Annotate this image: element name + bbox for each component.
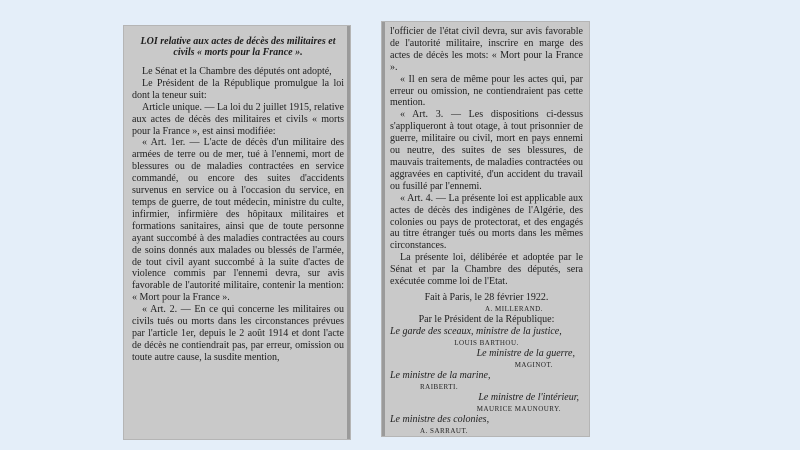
- continuation-paragraph: l'officier de l'état civil devra, sur avis favorable de l'autorité militaire, inscrire en marge des actes de décès les mots: « Mort pour la France ».: [390, 26, 583, 73]
- interior-minister-title: Le ministre de l'intérieur,: [478, 391, 579, 403]
- article-1-paragraph: « Art. 1er. — L'acte de décès d'un militaire des armées de terre ou de mer, tué à l'ennemi, mort de blessures ou de maladies contractées en service commandé, ou encore des suites d'accidents survenus en service ou à l'occasion du service, en temps de guerre, de tout médecin, ministre du culte, infirmier, infirmière des hôpitaux militaires et formations sanitaires, ainsi que de toute personne ayant succombé à des maladies contractées au cours de soins donnés aux malades ou blessés de l'armée, de tout civil ayant succombé à la suite d'actes de violence commis par l'ennemi devra, sur avis favorable de l'autorité militaire, contenir la mention: « Mort pour la France ».: [132, 137, 344, 304]
- article-2-paragraph: « Art. 2. — En ce qui concerne les militaires ou civils tués ou morts dans les circonstances prévues par l'article 1er, depuis le 2 août 1914 et dont l'acte de décès ne contiendrait pas, par erreur, omission ou toute autre cause, la susdite mention,: [132, 304, 344, 363]
- law-title: LOI relative aux actes de décès des militaires et civils « morts pour la France ».: [140, 36, 336, 58]
- navy-minister-name: RAIBERTI.: [420, 382, 459, 391]
- article-unique-paragraph: Article unique. — La loi du 2 juillet 1915, relative aux actes de décès des militaires et civils « morts pour la France », est ainsi modifiée:: [132, 101, 344, 137]
- president-signature: A. MILLERAND.: [484, 304, 543, 313]
- same-applies-paragraph: « Il en sera de même pour les actes qui, par erreur ou omission, ne contiendraient pas cette mention.: [390, 73, 583, 109]
- senate-paragraph: Le Sénat et la Chambre des députés ont adopté,: [142, 66, 332, 77]
- colonies-minister-name: A. SARRAUT.: [420, 426, 468, 435]
- navy-minister-title: Le ministre de la marine,: [390, 369, 491, 381]
- war-minister-name: MAGINOT.: [514, 360, 553, 369]
- president-paragraph: Le Président de la République promulgue la loi dont la teneur suit:: [132, 77, 344, 101]
- article-4-paragraph: « Art. 4. — La présente loi est applicable aux actes de décès des indigènes de l'Algérie, des colonies ou pays de protectorat, et des engagés au titre étranger tués ou morts dans les mêmes circonstances.: [390, 192, 583, 252]
- justice-minister-name: LOUIS BARTHOU.: [454, 338, 519, 347]
- date-line: Fait à Paris, le 28 février 1922.: [424, 291, 549, 303]
- interior-minister-name: MAURICE MAUNOURY.: [476, 404, 561, 413]
- enactment-paragraph: La présente loi, délibérée et adoptée par le Sénat et par la Chambre des députés, sera exécutée comme loi de l'Etat.: [390, 252, 583, 288]
- clipping-edge-shadow: [382, 22, 385, 436]
- clipping-edge-shadow: [347, 26, 350, 439]
- colonies-minister-title: Le ministre des colonies,: [390, 413, 490, 425]
- article-3-paragraph: « Art. 3. — Les dispositions ci-dessus s'appliqueront à tout otage, à tout prisonnier de guerre, militaire ou civil, mort en pays ennemi ou neutre, des suites de ses blessures, de mauvais traitements, de maladies contractées ou aggravées en captivité, d'un accident du travail ou fusillé par l'ennemi.: [390, 109, 583, 192]
- right-newspaper-clipping: [382, 22, 589, 436]
- war-minister-title: Le ministre de la guerre,: [476, 347, 575, 359]
- left-newspaper-clipping: [124, 26, 350, 439]
- by-president-line: Par le Président de la République:: [418, 313, 555, 325]
- justice-minister-title: Le garde des sceaux, ministre de la justice,: [390, 325, 562, 337]
